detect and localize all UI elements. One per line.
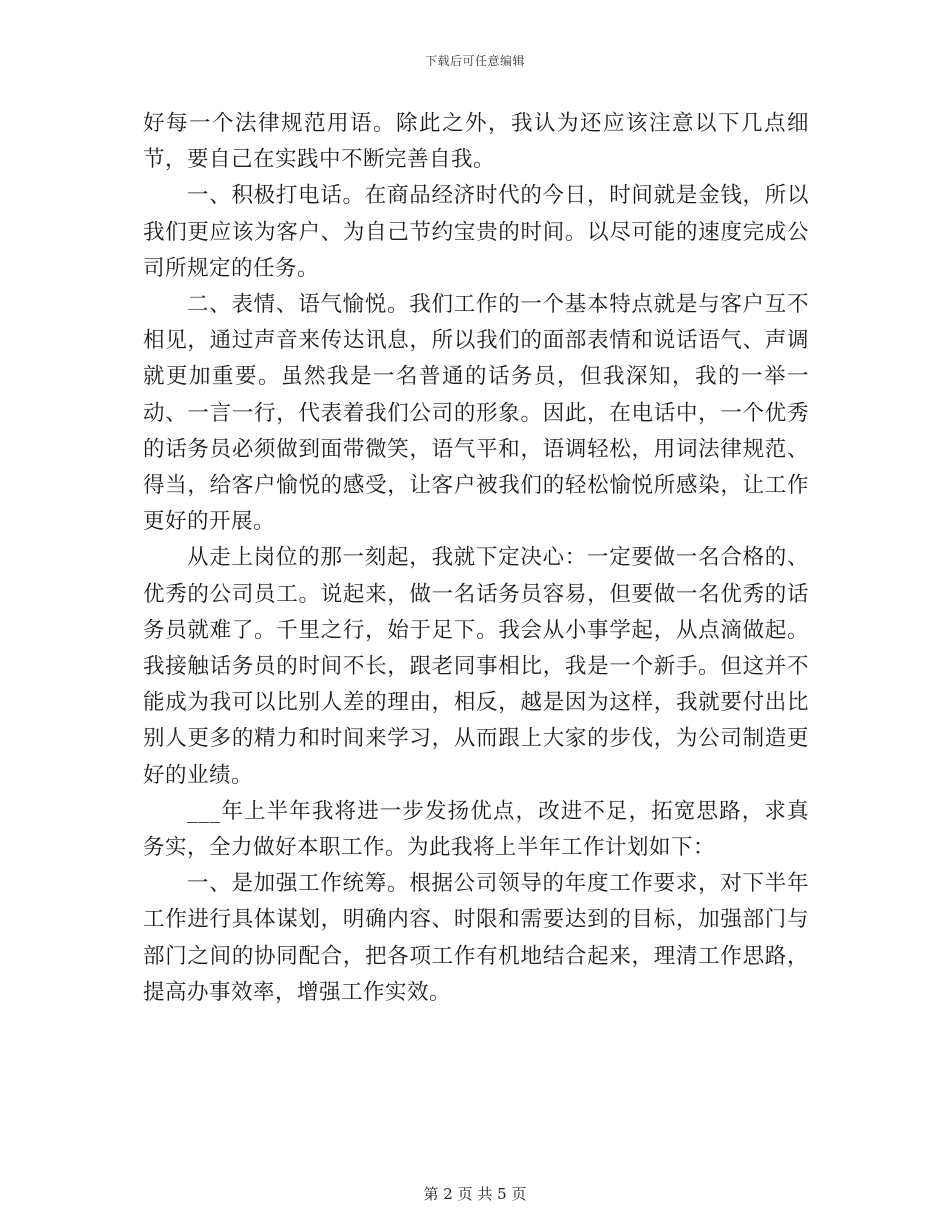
document-body bbox=[143, 106, 809, 1011]
paragraph-3: 二、表情、语气愉悦。我们工作的一个基本特点就是与客户互不相见，通过声音来传达讯息，所以我们的面部表情和说话语气、声调就更加重要。虽然我是一名普通的话务员，但我深知，我的一举一动、一言一行，代表着我们公司的形象。因此，在电话中，一个优秀的话务员必须做到面带微笑，语气平和，语调轻松，用词法律规范、得当，给客户愉悦的感受，让客户被我们的轻松愉悦所感染，让工作更好的开展。 bbox=[143, 292, 809, 535]
paragraph-6: 一、是加强工作统筹。根据公司领导的年度工作要求，对下半年工作进行具体谋划，明确内容、时限和需要达到的目标，加强部门与部门之间的协同配合，把各项工作有机地结合起来，理清工作思路，提高办事效率，增强工作实效。 bbox=[143, 871, 809, 1005]
paragraph-5: ___年上半年我将进一步发扬优点，改进不足，拓宽思路，求真务实，全力做好本职工作。为此我将上半年工作计划如下： bbox=[143, 798, 809, 861]
page-footer: 第 2 页 共 5 页 bbox=[423, 1185, 527, 1203]
paragraph-1: 好每一个法律规范用语。除此之外，我认为还应该注意以下几点细节，要自己在实践中不断完善自我。 bbox=[143, 111, 809, 173]
paragraph-4: 从走上岗位的那一刻起，我就下定决心：一定要做一名合格的、优秀的公司员工。说起来，做一名话务员容易，但要做一名优秀的话务员就难了。千里之行，始于足下。我会从小事学起，从点滴做起。我接触话务员的时间不长，跟老同事相比，我是一个新手。但这并不能成为我可以比别人差的理由，相反，越是因为这样，我就要付出比别人更多的精力和时间来学习，从而跟上大家的步伐，为公司制造更好的业绩。 bbox=[143, 545, 809, 788]
paragraph-2: 一、积极打电话。在商品经济时代的今日，时间就是金钱，所以我们更应该为客户、为自己节约宝贵的时间。以尽可能的速度完成公司所规定的任务。 bbox=[143, 183, 809, 281]
page-header: 下载后可任意编辑 bbox=[424, 54, 525, 68]
